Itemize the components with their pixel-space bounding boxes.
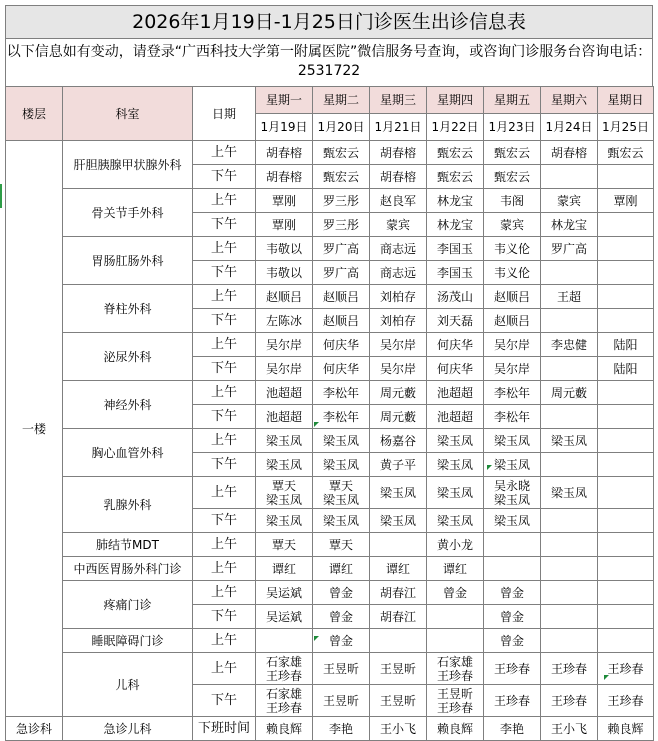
date-header: 1月23日 xyxy=(484,114,541,141)
doctor-cell: 吴运斌 xyxy=(256,581,313,605)
doctor-cell: 覃天 xyxy=(313,533,370,557)
doctor-cell: 王昱昕 xyxy=(370,653,427,685)
weekday-header: 星期三 xyxy=(370,87,427,114)
doctor-cell: 林龙宝 xyxy=(427,189,484,213)
period-cell: 下班时间 xyxy=(193,717,256,741)
doctor-cell: 胡春榕 xyxy=(370,165,427,189)
doctor-cell: 池超超 xyxy=(256,381,313,405)
doctor-cell xyxy=(313,477,370,509)
doctor-cell xyxy=(598,285,654,309)
doctor-cell: 王昱昕 xyxy=(370,685,427,717)
period-cell: 上午 xyxy=(193,285,256,309)
doctor-cell xyxy=(370,533,427,557)
doctor-cell: 赵顺吕 xyxy=(484,309,541,333)
doctor-cell xyxy=(598,213,654,237)
date-header: 1月25日 xyxy=(598,114,654,141)
doctor-cell: 周元藪 xyxy=(370,381,427,405)
comment-marker-icon xyxy=(604,675,609,680)
doctor-cell xyxy=(598,237,654,261)
period-cell: 下午 xyxy=(193,261,256,285)
doctor-cell: 梁玉凤 xyxy=(427,453,484,477)
doctor-cell xyxy=(598,261,654,285)
doctor-cell: 王珍春 xyxy=(541,653,598,685)
doctor-cell: 池超超 xyxy=(256,405,313,429)
doctor-cell xyxy=(541,261,598,285)
doctor-cell: 刘天磊 xyxy=(427,309,484,333)
doctor-cell: 林龙宝 xyxy=(427,213,484,237)
doctor-cell xyxy=(370,629,427,653)
doctor-cell xyxy=(598,165,654,189)
doctor-cell: 梁玉凤 xyxy=(370,509,427,533)
doctor-cell: 王昱昕 xyxy=(313,653,370,685)
period-cell: 下午 xyxy=(193,213,256,237)
comment-marker-icon xyxy=(314,422,319,427)
doctor-name-line: 王珍春 xyxy=(265,700,302,715)
doctor-cell: 王珍春 xyxy=(598,685,654,717)
doctor-cell xyxy=(598,629,654,653)
doctor-cell: 吴尔岸 xyxy=(370,357,427,381)
doctor-cell: 王珍春 xyxy=(598,653,654,685)
doctor-cell: 甄宏云 xyxy=(313,141,370,165)
doctor-cell xyxy=(598,381,654,405)
doctor-cell: 吴尔岸 xyxy=(484,357,541,381)
doctor-cell: 韦义伦 xyxy=(484,261,541,285)
department-cell: 脊柱外科 xyxy=(63,285,193,333)
doctor-cell: 梁玉凤 xyxy=(484,509,541,533)
department-cell: 疼痛门诊 xyxy=(63,581,193,629)
period-cell: 上午 xyxy=(193,477,256,509)
doctor-cell: 何庆华 xyxy=(427,357,484,381)
doctor-cell: 甄宏云 xyxy=(313,165,370,189)
department-cell: 骨关节手外科 xyxy=(63,189,193,237)
doctor-cell: 吴尔岸 xyxy=(256,357,313,381)
department-cell: 肺结节MDT xyxy=(63,533,193,557)
doctor-cell: 左陈冰 xyxy=(256,309,313,333)
doctor-cell xyxy=(256,685,313,717)
doctor-cell xyxy=(256,653,313,685)
doctor-cell: 曾金 xyxy=(484,629,541,653)
doctor-cell: 李松年 xyxy=(313,381,370,405)
period-cell: 下午 xyxy=(193,509,256,533)
doctor-name-line: 王珍春 xyxy=(436,668,473,683)
weekday-header: 星期一 xyxy=(256,87,313,114)
row-selection-marker xyxy=(0,184,2,208)
doctor-cell: 池超超 xyxy=(427,405,484,429)
doctor-cell: 赵顺吕 xyxy=(256,285,313,309)
doctor-cell: 赵顺吕 xyxy=(484,285,541,309)
date-header: 1月24日 xyxy=(541,114,598,141)
doctor-cell: 赖良辉 xyxy=(427,717,484,741)
doctor-cell: 李国玉 xyxy=(427,237,484,261)
doctor-cell xyxy=(427,685,484,717)
doctor-cell: 池超超 xyxy=(427,381,484,405)
doctor-cell: 黄小龙 xyxy=(427,533,484,557)
doctor-cell: 赵顺吕 xyxy=(313,309,370,333)
doctor-cell: 梁玉凤 xyxy=(313,509,370,533)
doctor-cell: 梁玉凤 xyxy=(427,509,484,533)
doctor-cell: 覃天 xyxy=(256,533,313,557)
doctor-cell xyxy=(598,581,654,605)
doctor-cell: 韦义伦 xyxy=(484,237,541,261)
doctor-cell xyxy=(541,453,598,477)
weekday-header: 星期六 xyxy=(541,87,598,114)
doctor-cell: 王昱昕 xyxy=(313,685,370,717)
doctor-name-line: 梁玉凤 xyxy=(322,492,359,507)
floor-cell: 急诊科 xyxy=(6,717,63,741)
doctor-cell: 梁玉凤 xyxy=(313,429,370,453)
doctor-cell: 吴尔岸 xyxy=(256,333,313,357)
doctor-cell xyxy=(598,453,654,477)
period-cell: 上午 xyxy=(193,333,256,357)
doctor-cell: 杨嘉谷 xyxy=(370,429,427,453)
doctor-cell xyxy=(256,477,313,509)
doctor-cell: 李艳 xyxy=(484,717,541,741)
doctor-cell: 胡春榕 xyxy=(256,165,313,189)
department-cell: 睡眠障碍门诊 xyxy=(63,629,193,653)
date-header: 1月22日 xyxy=(427,114,484,141)
doctor-cell: 商志远 xyxy=(370,261,427,285)
doctor-cell xyxy=(598,557,654,581)
doctor-cell xyxy=(541,165,598,189)
doctor-name-line: 吴永晓 xyxy=(493,478,530,493)
doctor-cell xyxy=(256,629,313,653)
doctor-cell xyxy=(427,653,484,685)
doctor-cell: 罗三彤 xyxy=(313,213,370,237)
doctor-cell: 覃刚 xyxy=(256,189,313,213)
period-cell: 下午 xyxy=(193,309,256,333)
doctor-cell: 韦敬以 xyxy=(256,261,313,285)
doctor-cell: 曾金 xyxy=(313,629,370,653)
doctor-name-line: 梁玉凤 xyxy=(265,492,302,507)
department-cell: 中西医胃肠外科门诊 xyxy=(63,557,193,581)
doctor-cell xyxy=(427,629,484,653)
doctor-cell: 梁玉凤 xyxy=(484,453,541,477)
doctor-cell xyxy=(598,605,654,629)
doctor-cell: 罗广高 xyxy=(541,237,598,261)
doctor-cell xyxy=(541,581,598,605)
doctor-cell: 黄子平 xyxy=(370,453,427,477)
doctor-cell: 梁玉凤 xyxy=(256,429,313,453)
doctor-cell: 胡春江 xyxy=(370,581,427,605)
doctor-cell: 周元藪 xyxy=(370,405,427,429)
doctor-cell: 王小飞 xyxy=(541,717,598,741)
doctor-cell: 王珍春 xyxy=(484,653,541,685)
period-cell: 上午 xyxy=(193,189,256,213)
doctor-cell xyxy=(541,533,598,557)
doctor-cell: 李松年 xyxy=(484,381,541,405)
department-cell: 肝胆胰腺甲状腺外科 xyxy=(63,141,193,189)
department-cell: 急诊儿科 xyxy=(63,717,193,741)
period-cell: 下午 xyxy=(193,357,256,381)
doctor-cell: 胡春榕 xyxy=(541,141,598,165)
doctor-cell: 李忠健 xyxy=(541,333,598,357)
doctor-cell: 覃刚 xyxy=(256,213,313,237)
doctor-cell: 曾金 xyxy=(427,581,484,605)
doctor-cell xyxy=(484,533,541,557)
doctor-name-line: 石家雄 xyxy=(265,654,302,669)
doctor-name-line: 王珍春 xyxy=(265,668,302,683)
department-cell: 儿科 xyxy=(63,653,193,717)
doctor-cell: 周元藪 xyxy=(541,381,598,405)
doctor-name-line: 梁玉凤 xyxy=(493,492,530,507)
doctor-cell: 梁玉凤 xyxy=(541,477,598,509)
doctor-cell xyxy=(598,405,654,429)
doctor-cell: 李松年 xyxy=(484,405,541,429)
doctor-cell: 罗三彤 xyxy=(313,189,370,213)
doctor-cell xyxy=(541,309,598,333)
doctor-cell xyxy=(484,557,541,581)
department-cell: 泌尿外科 xyxy=(63,333,193,381)
doctor-cell: 王小飞 xyxy=(370,717,427,741)
doctor-cell: 吴运斌 xyxy=(256,605,313,629)
doctor-cell: 赵良军 xyxy=(370,189,427,213)
period-cell: 上午 xyxy=(193,141,256,165)
doctor-cell: 韦敬以 xyxy=(256,237,313,261)
page-title: 2026年1月19日-1月25日门诊医生出诊信息表 xyxy=(5,5,653,39)
doctor-cell xyxy=(541,605,598,629)
doctor-cell: 刘柏存 xyxy=(370,285,427,309)
department-cell: 乳腺外科 xyxy=(63,477,193,533)
period-cell: 上午 xyxy=(193,381,256,405)
doctor-cell: 罗广高 xyxy=(313,237,370,261)
doctor-name-line: 石家雄 xyxy=(436,654,473,669)
period-cell: 下午 xyxy=(193,685,256,717)
period-cell: 上午 xyxy=(193,533,256,557)
period-cell: 上午 xyxy=(193,653,256,685)
doctor-cell xyxy=(598,509,654,533)
doctor-cell: 甄宏云 xyxy=(427,165,484,189)
doctor-cell: 李艳 xyxy=(313,717,370,741)
doctor-cell xyxy=(541,405,598,429)
doctor-cell: 谭红 xyxy=(370,557,427,581)
doctor-cell: 商志远 xyxy=(370,237,427,261)
date-header: 1月21日 xyxy=(370,114,427,141)
header-dept: 科室 xyxy=(63,87,193,141)
doctor-name-line: 石家雄 xyxy=(265,686,302,701)
date-header: 1月20日 xyxy=(313,114,370,141)
doctor-cell: 甄宏云 xyxy=(598,141,654,165)
department-cell: 神经外科 xyxy=(63,381,193,429)
doctor-cell: 李松年 xyxy=(313,405,370,429)
doctor-cell: 曾金 xyxy=(484,605,541,629)
doctor-cell xyxy=(484,477,541,509)
header-floor: 楼层 xyxy=(6,87,63,141)
doctor-cell: 李国玉 xyxy=(427,261,484,285)
doctor-cell: 吴尔岸 xyxy=(370,333,427,357)
doctor-cell xyxy=(427,605,484,629)
schedule-table xyxy=(5,86,654,741)
period-cell: 下午 xyxy=(193,165,256,189)
period-cell: 下午 xyxy=(193,405,256,429)
doctor-cell: 谭红 xyxy=(256,557,313,581)
doctor-cell: 谭红 xyxy=(427,557,484,581)
doctor-cell: 蒙宾 xyxy=(370,213,427,237)
doctor-cell: 赖良辉 xyxy=(256,717,313,741)
doctor-cell: 胡春江 xyxy=(370,605,427,629)
doctor-cell: 甄宏云 xyxy=(484,165,541,189)
weekday-header: 星期四 xyxy=(427,87,484,114)
department-cell: 胸心血管外科 xyxy=(63,429,193,477)
doctor-name-line: 王珍春 xyxy=(436,700,473,715)
doctor-cell: 陆阳 xyxy=(598,333,654,357)
doctor-cell: 梁玉凤 xyxy=(256,509,313,533)
doctor-cell: 梁玉凤 xyxy=(541,429,598,453)
doctor-cell: 梁玉凤 xyxy=(313,453,370,477)
doctor-cell: 赖良辉 xyxy=(598,717,654,741)
period-cell: 下午 xyxy=(193,453,256,477)
doctor-cell: 何庆华 xyxy=(427,333,484,357)
doctor-cell: 梁玉凤 xyxy=(484,429,541,453)
doctor-cell: 胡春榕 xyxy=(256,141,313,165)
doctor-cell: 韦阁 xyxy=(484,189,541,213)
doctor-cell: 曾金 xyxy=(313,605,370,629)
doctor-cell: 梁玉凤 xyxy=(370,477,427,509)
comment-marker-icon xyxy=(487,465,492,470)
period-cell: 上午 xyxy=(193,557,256,581)
header-date: 日期 xyxy=(193,87,256,141)
doctor-cell: 汤茂山 xyxy=(427,285,484,309)
weekday-header: 星期二 xyxy=(313,87,370,114)
doctor-cell: 何庆华 xyxy=(313,333,370,357)
doctor-name-line: 王昱昕 xyxy=(436,686,473,701)
doctor-cell: 甄宏云 xyxy=(484,141,541,165)
doctor-cell xyxy=(541,557,598,581)
floor-cell: 一楼 xyxy=(6,141,63,717)
doctor-cell xyxy=(598,477,654,509)
doctor-cell: 梁玉凤 xyxy=(427,429,484,453)
doctor-cell xyxy=(598,533,654,557)
doctor-cell: 陆阳 xyxy=(598,357,654,381)
doctor-cell xyxy=(598,309,654,333)
doctor-cell: 林龙宝 xyxy=(541,213,598,237)
doctor-cell: 梁玉凤 xyxy=(256,453,313,477)
period-cell: 上午 xyxy=(193,237,256,261)
doctor-cell: 曾金 xyxy=(313,581,370,605)
doctor-cell: 王珍春 xyxy=(541,685,598,717)
doctor-cell: 罗广高 xyxy=(313,261,370,285)
doctor-cell xyxy=(541,509,598,533)
period-cell: 上午 xyxy=(193,429,256,453)
period-cell: 上午 xyxy=(193,581,256,605)
doctor-cell: 覃刚 xyxy=(598,189,654,213)
doctor-cell: 甄宏云 xyxy=(427,141,484,165)
doctor-cell: 何庆华 xyxy=(313,357,370,381)
weekday-header: 星期日 xyxy=(598,87,654,114)
comment-marker-icon xyxy=(314,636,319,641)
doctor-name-line: 覃天 xyxy=(328,478,353,493)
notice-text: 以下信息如有变动，请登录“广西科技大学第一附属医院”微信服务号查询，或咨询门诊服务台咨询电话：2531722 xyxy=(5,39,653,86)
doctor-cell: 蒙宾 xyxy=(541,189,598,213)
doctor-cell xyxy=(541,357,598,381)
period-cell: 上午 xyxy=(193,629,256,653)
department-cell: 胃肠肛肠外科 xyxy=(63,237,193,285)
doctor-cell: 王珍春 xyxy=(484,685,541,717)
doctor-cell: 赵顺吕 xyxy=(313,285,370,309)
doctor-cell: 王超 xyxy=(541,285,598,309)
doctor-cell: 梁玉凤 xyxy=(427,477,484,509)
date-header: 1月19日 xyxy=(256,114,313,141)
doctor-cell xyxy=(598,429,654,453)
doctor-cell: 吴尔岸 xyxy=(484,333,541,357)
doctor-cell: 刘柏存 xyxy=(370,309,427,333)
period-cell: 下午 xyxy=(193,605,256,629)
doctor-name-line: 覃天 xyxy=(271,478,296,493)
doctor-cell: 曾金 xyxy=(484,581,541,605)
doctor-cell: 谭红 xyxy=(313,557,370,581)
doctor-cell: 胡春榕 xyxy=(370,141,427,165)
doctor-cell xyxy=(541,629,598,653)
weekday-header: 星期五 xyxy=(484,87,541,114)
doctor-cell: 蒙宾 xyxy=(484,213,541,237)
